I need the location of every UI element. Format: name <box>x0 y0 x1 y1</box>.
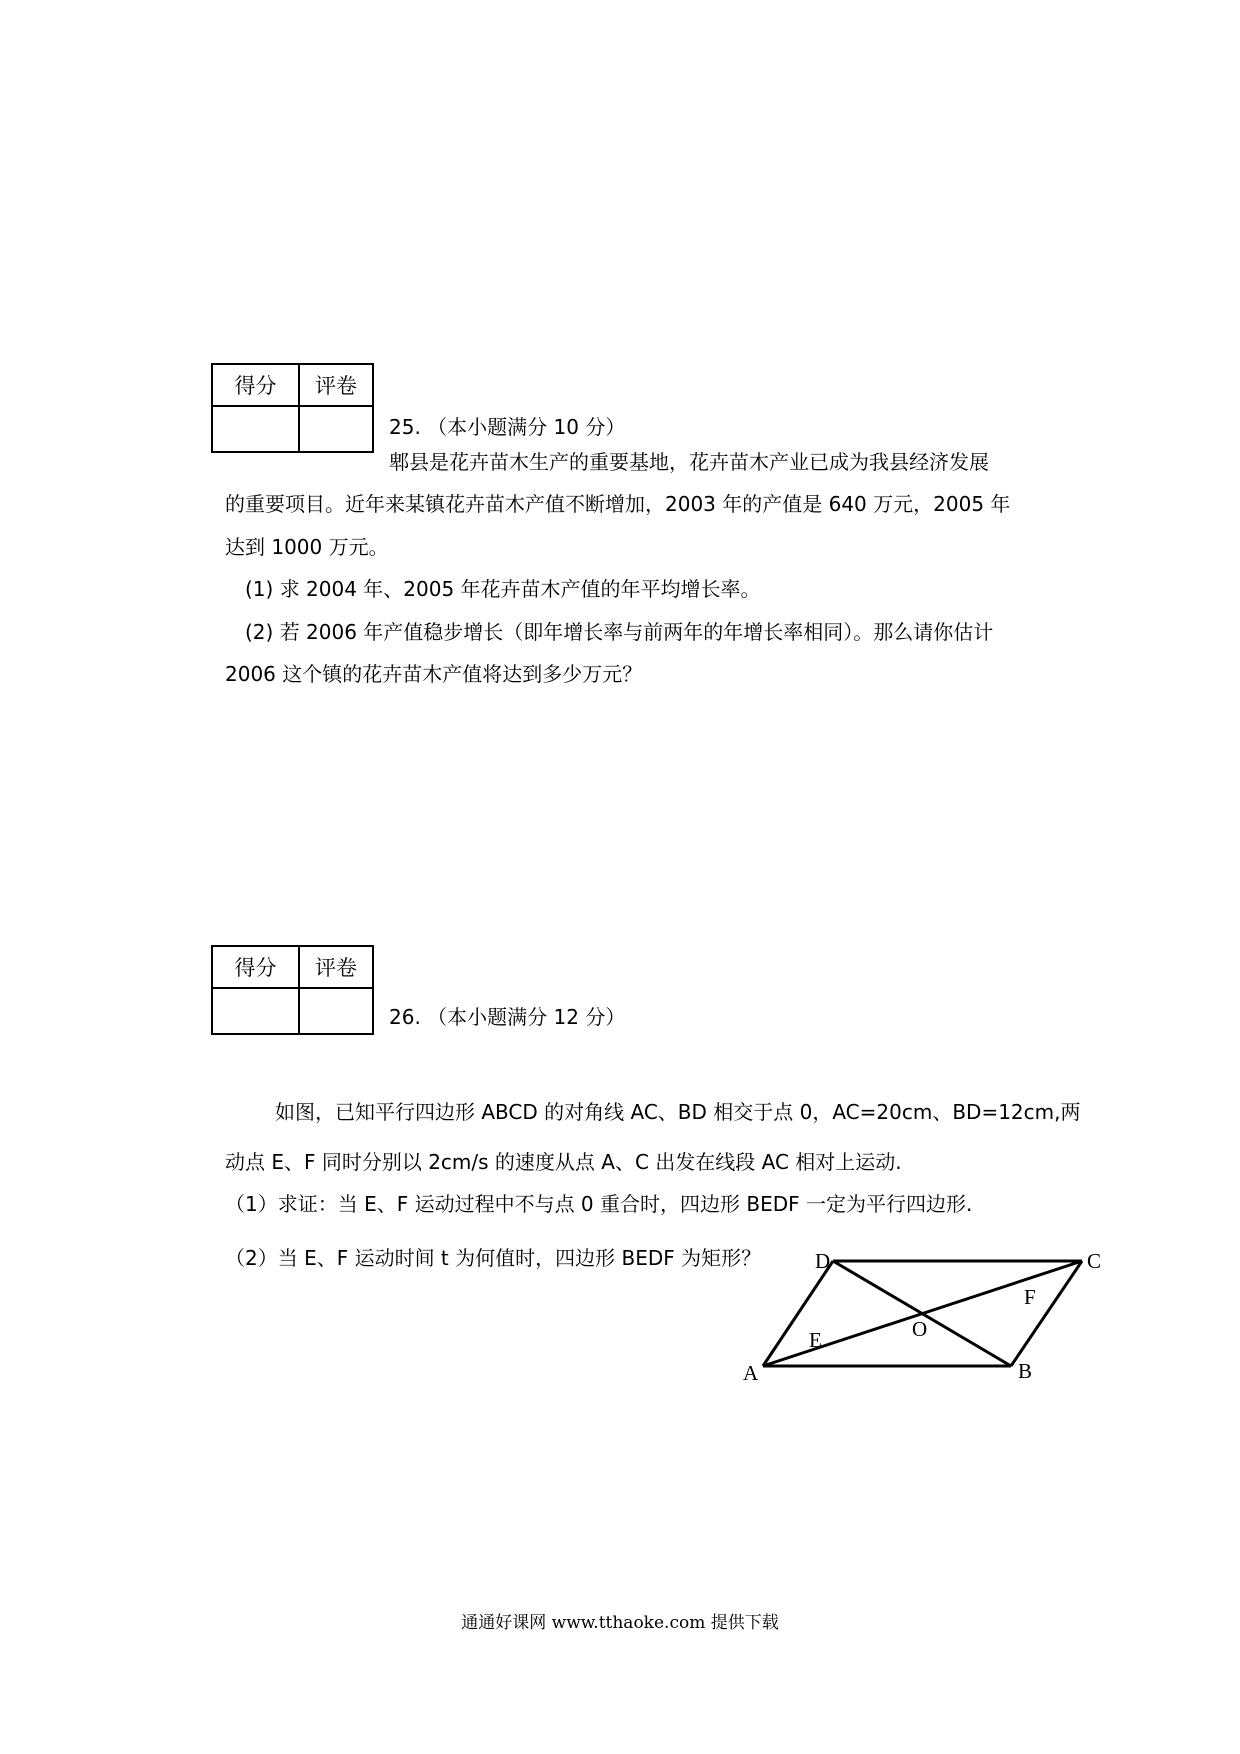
score-cell <box>212 406 299 452</box>
score-table-q26 <box>211 945 374 1035</box>
q26-part2: （2）当 E、F 运动时间 t 为何值时，四边形 BEDF 为矩形？ <box>225 1246 762 1270</box>
q26-part1: （1）求证：当 E、F 运动过程中不与点 0 重合时，四边形 BEDF 一定为平行四边形. <box>225 1192 973 1216</box>
q26-para1-line2: 动点 E、F 同时分别以 2cm/s 的速度从点 A、C 出发在线段 AC 相对上运动. <box>225 1150 902 1174</box>
score-table-q25 <box>211 363 374 453</box>
label-f: F <box>1024 1285 1036 1309</box>
q25-part1: (1) 求 2004 年、2005 年花卉苗木产值的年平均增长率。 <box>245 577 761 601</box>
label-c: C <box>1087 1249 1102 1273</box>
score-header: 得分 <box>212 364 299 406</box>
review-header: 评卷 <box>299 364 373 406</box>
score-header: 得分 <box>212 946 299 988</box>
q26-para1-line1: 如图，已知平行四边形 ABCD 的对角线 AC、BD 相交于点 0，AC=20cm、BD=12cm,两 <box>275 1100 1081 1124</box>
q25-para1-line3: 达到 1000 万元。 <box>225 535 389 559</box>
q25-part2-line2: 2006 这个镇的花卉苗木产值将达到多少万元？ <box>225 662 643 686</box>
label-d: D <box>815 1249 831 1273</box>
q25-title: 25. （本小题满分 10 分） <box>389 415 626 439</box>
side-bc <box>1011 1261 1082 1366</box>
review-cell <box>299 406 373 452</box>
score-cell <box>212 988 299 1034</box>
label-a: A <box>743 1361 759 1385</box>
side-da <box>763 1261 833 1366</box>
review-cell <box>299 988 373 1034</box>
q25-part2-line1: (2) 若 2006 年产值稳步增长（即年增长率与前两年的年增长率相同）。那么请你估计 <box>245 620 994 644</box>
label-e: E <box>809 1328 822 1352</box>
q26-title: 26. （本小题满分 12 分） <box>389 1005 626 1029</box>
label-b: B <box>1018 1359 1033 1383</box>
q25-para1-line2: 的重要项目。近年来某镇花卉苗木产值不断增加，2003 年的产值是 640 万元，2005 年 <box>225 492 1011 516</box>
review-header: 评卷 <box>299 946 373 988</box>
parallelogram-figure <box>740 1248 1120 1398</box>
q25-para1-line1: 郫县是花卉苗木生产的重要基地，花卉苗木产业已成为我县经济发展 <box>389 450 989 474</box>
label-o: O <box>912 1317 928 1341</box>
diagonal-bd <box>833 1261 1011 1366</box>
page-footer: 通通好课网 www.tthaoke.com 提供下载 <box>461 1613 779 1633</box>
